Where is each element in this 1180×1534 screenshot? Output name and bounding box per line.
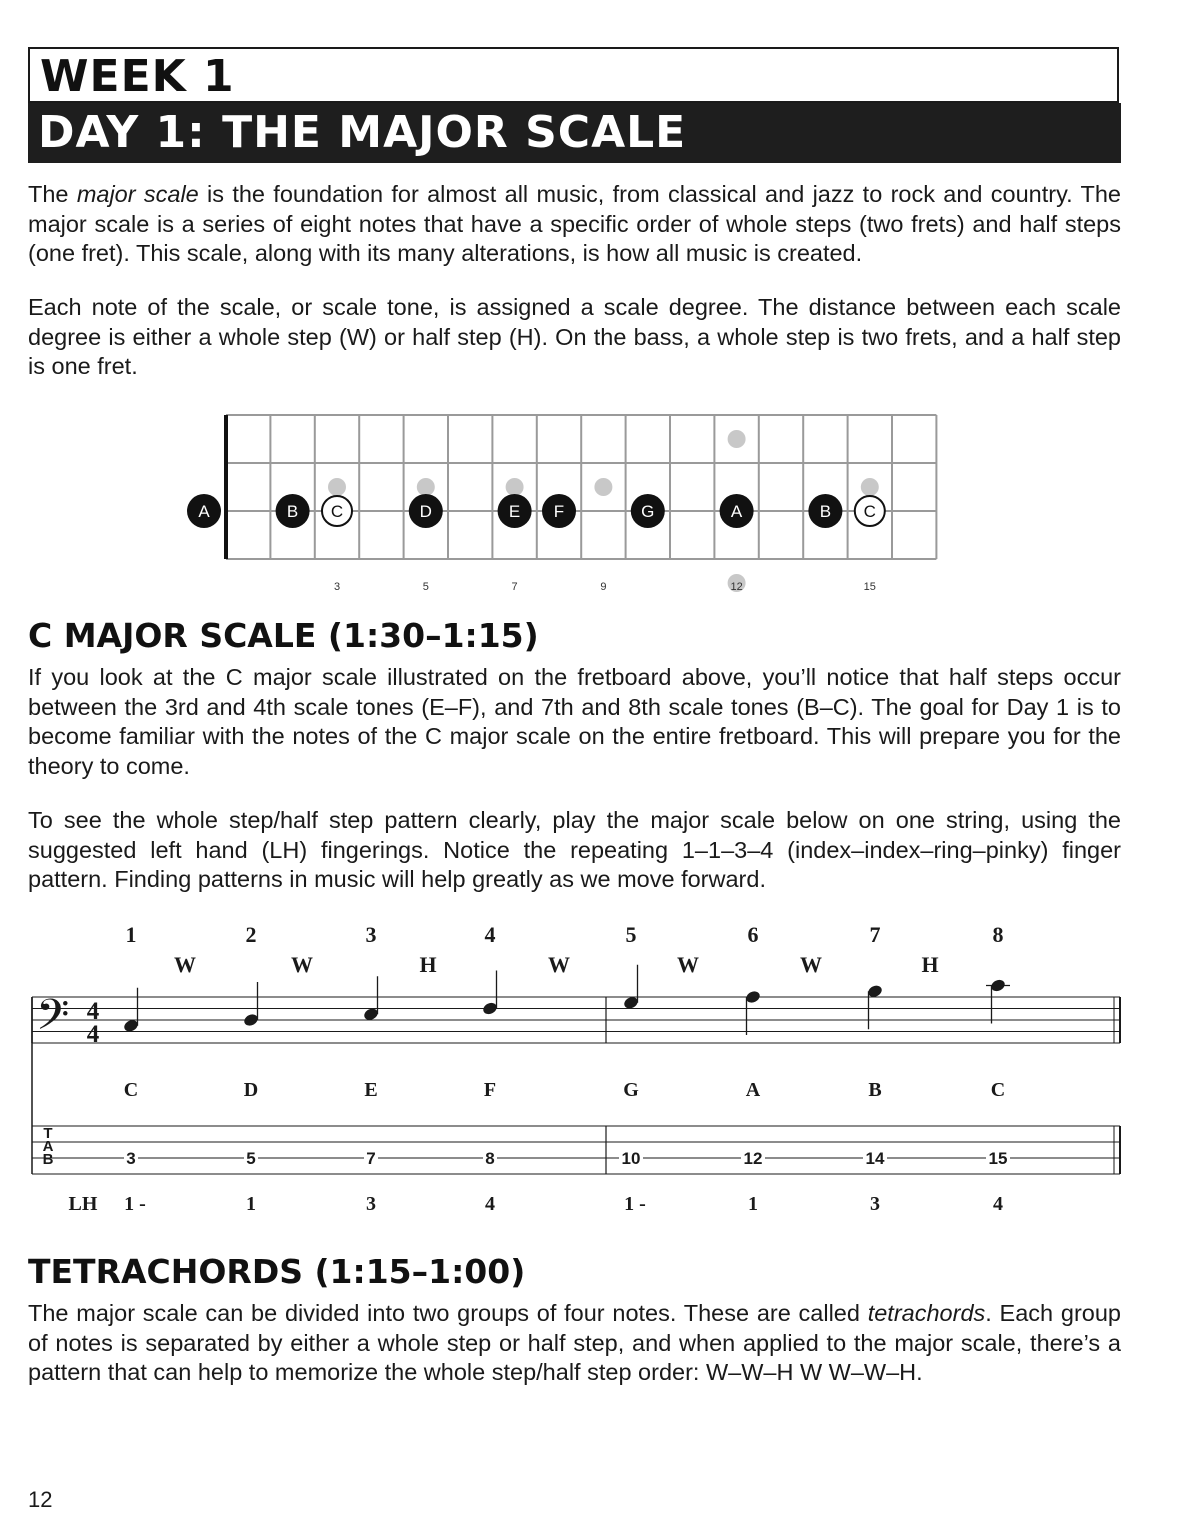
lh-fingering: 1: [246, 1193, 256, 1215]
fretboard-note-label: F: [553, 502, 565, 521]
staff-note: [866, 984, 883, 1030]
scale-degree-number: 5: [625, 922, 637, 947]
lh-fingering: 3: [870, 1193, 880, 1215]
section-heading-c-major-scale: C MAJOR SCALE (1:30–1:15): [28, 616, 539, 655]
lh-fingering: 4: [485, 1193, 495, 1215]
fretboard-note-label: C: [863, 502, 876, 521]
fret-inlay-dot: [417, 478, 435, 496]
fret-marker-numbers: [334, 581, 876, 593]
tab-fret-number: 7: [366, 1149, 376, 1168]
note-name: A: [745, 1079, 761, 1101]
week-title: WEEK 1: [40, 51, 235, 102]
fretboard-note-label: G: [641, 502, 655, 521]
lh-fingering: 1: [748, 1193, 758, 1215]
fret-marker-number: 9: [600, 581, 607, 593]
fretboard-note: [855, 496, 885, 526]
fretboard-note: [409, 494, 443, 528]
tab-clef-letter: B: [42, 1151, 54, 1168]
fret-inlay-dot: [506, 478, 524, 496]
tab-staff: [32, 1125, 1120, 1174]
bass-staff: [32, 992, 1120, 1175]
fretboard-note: [542, 494, 576, 528]
staff-note: [362, 976, 379, 1022]
fret-marker-number: 7: [511, 581, 518, 593]
fret-marker-number: 5: [422, 581, 429, 593]
step-label: W: [800, 952, 822, 977]
fretboard-note: [322, 496, 352, 526]
fretboard-note: [187, 494, 221, 528]
scale-degree-number: 6: [747, 922, 759, 947]
tab-fret-number: 3: [126, 1149, 136, 1168]
note-name: D: [243, 1079, 259, 1101]
fretboard-note: [276, 494, 310, 528]
step-label: H: [419, 952, 437, 977]
lh-label: LH: [68, 1193, 98, 1215]
scale-degree-number: 3: [365, 922, 377, 947]
tetrachords-paragraph: The major scale can be divided into two groups of four notes. These are called tetrachords. Each group of notes is separated by either a whole step or half step, and when applied to the major scale, there’s a pattern that can help to memorize the whole step/half step order: W–W–H W W–W–H.: [28, 1300, 1121, 1385]
fret-inlay-dot: [328, 478, 346, 496]
scale-degree-number: 8: [992, 922, 1004, 947]
staff-note: [744, 989, 761, 1035]
scale-degree-number: 2: [245, 922, 257, 947]
fret-inlay-dot: [594, 478, 612, 496]
note-name: B: [868, 1079, 882, 1101]
intro-paragraph-2: Each note of the scale, or scale tone, is assigned a scale degree. The distance between each scale degree is either a whole step (W) or half step (H). On the bass, a whole step is two frets, and a half step is one fret.: [28, 294, 1121, 379]
tab-fret-number: 8: [485, 1149, 495, 1168]
tab-clef-letter: T: [43, 1125, 53, 1142]
note-name: F: [483, 1079, 497, 1101]
staff-note: [986, 978, 1010, 1024]
note-name: C: [123, 1079, 139, 1101]
tab-fret-number: 10: [621, 1149, 641, 1168]
fretboard-note-label: A: [730, 502, 743, 521]
scale-notation: [0, 910, 1180, 1220]
fretboard-note: [808, 494, 842, 528]
step-label: W: [174, 952, 196, 977]
fretboard-note: [720, 494, 754, 528]
fret-inlay-dot: [728, 430, 746, 448]
tab-fret-number: 12: [743, 1149, 763, 1168]
lh-fingering: 3: [366, 1193, 376, 1215]
step-label: H: [921, 952, 939, 977]
bass-clef-icon: 𝄢: [36, 991, 70, 1050]
fretboard-note-label: B: [286, 502, 299, 521]
staff-note: [481, 971, 498, 1017]
step-label: W: [291, 952, 313, 977]
lh-fingering: 1 -: [624, 1193, 646, 1215]
week-header-box: [28, 47, 1119, 103]
fret-inlay-dot: [861, 478, 879, 496]
fretboard-note-label: C: [330, 502, 344, 521]
tab-clef-letter: A: [42, 1138, 54, 1155]
intro-paragraph-1: The major scale is the foundation for almost all music, from classical and jazz to rock and country. The major scale is a series of eight notes that have a specific order of whole steps (two frets) and half steps (one fret). This scale, along with its many alterations, is how all music is created.: [28, 181, 1122, 266]
fretboard-diagram: [0, 400, 1180, 600]
scale-degree-number: 1: [125, 922, 137, 947]
section-heading-tetrachords: TETRACHORDS (1:15–1:00): [28, 1252, 526, 1291]
note-name: E: [364, 1079, 378, 1101]
time-signature-top: 4: [86, 998, 100, 1025]
day-title: DAY 1: THE MAJOR SCALE: [38, 107, 687, 158]
term-major-scale: major scale: [76, 181, 199, 207]
scale-degree-number: 4: [484, 922, 496, 947]
fretboard-note-label: E: [508, 502, 521, 521]
fret-marker-number: 12: [730, 581, 743, 593]
lh-fingering: 4: [993, 1193, 1003, 1215]
fret-marker-number: 15: [863, 581, 876, 593]
tab-fret-number: 5: [246, 1149, 256, 1168]
day-header-bar: [28, 103, 1121, 163]
notation-labels: [69, 922, 1006, 1215]
staff-note: [242, 982, 259, 1028]
term-tetrachords: tetrachords: [867, 1300, 986, 1326]
page-number: 12: [28, 1487, 53, 1512]
lh-fingering: 1 -: [124, 1193, 146, 1215]
time-signature-bottom: 4: [86, 1021, 100, 1048]
fretboard-note: [498, 494, 532, 528]
fretboard-note: [631, 494, 665, 528]
note-name: C: [990, 1079, 1006, 1101]
tab-fret-number: 14: [865, 1149, 885, 1168]
staff-note: [122, 988, 139, 1034]
step-label: W: [548, 952, 570, 977]
step-label: W: [677, 952, 699, 977]
note-name: G: [623, 1079, 639, 1101]
c-major-paragraph-2: To see the whole step/half step pattern clearly, play the major scale below on one string, using the suggested left hand (LH) fingerings. Notice the repeating 1–1–3–4 (index–index–ring–pinky) finger pattern. Finding patterns in music will help greatly as we move forward.: [28, 807, 1121, 892]
scale-degree-number: 7: [869, 922, 881, 947]
fretboard-note-label: D: [419, 502, 432, 521]
c-major-paragraph-1: If you look at the C major scale illustrated on the fretboard above, you’ll notice that half steps occur between the 3rd and 4th scale tones (E–F), and 7th and 8th scale tones (B–C). The goal for Day 1 is to become familiar with the notes of the C major scale on the entire fretboard. This will prepare you for the theory to come.: [28, 664, 1121, 779]
fret-marker-number: 3: [333, 581, 341, 593]
tab-fret-number: 15: [988, 1149, 1008, 1168]
fretboard-note-label: A: [198, 502, 210, 521]
staff-note: [622, 965, 639, 1011]
fretboard-note-label: B: [819, 502, 832, 521]
